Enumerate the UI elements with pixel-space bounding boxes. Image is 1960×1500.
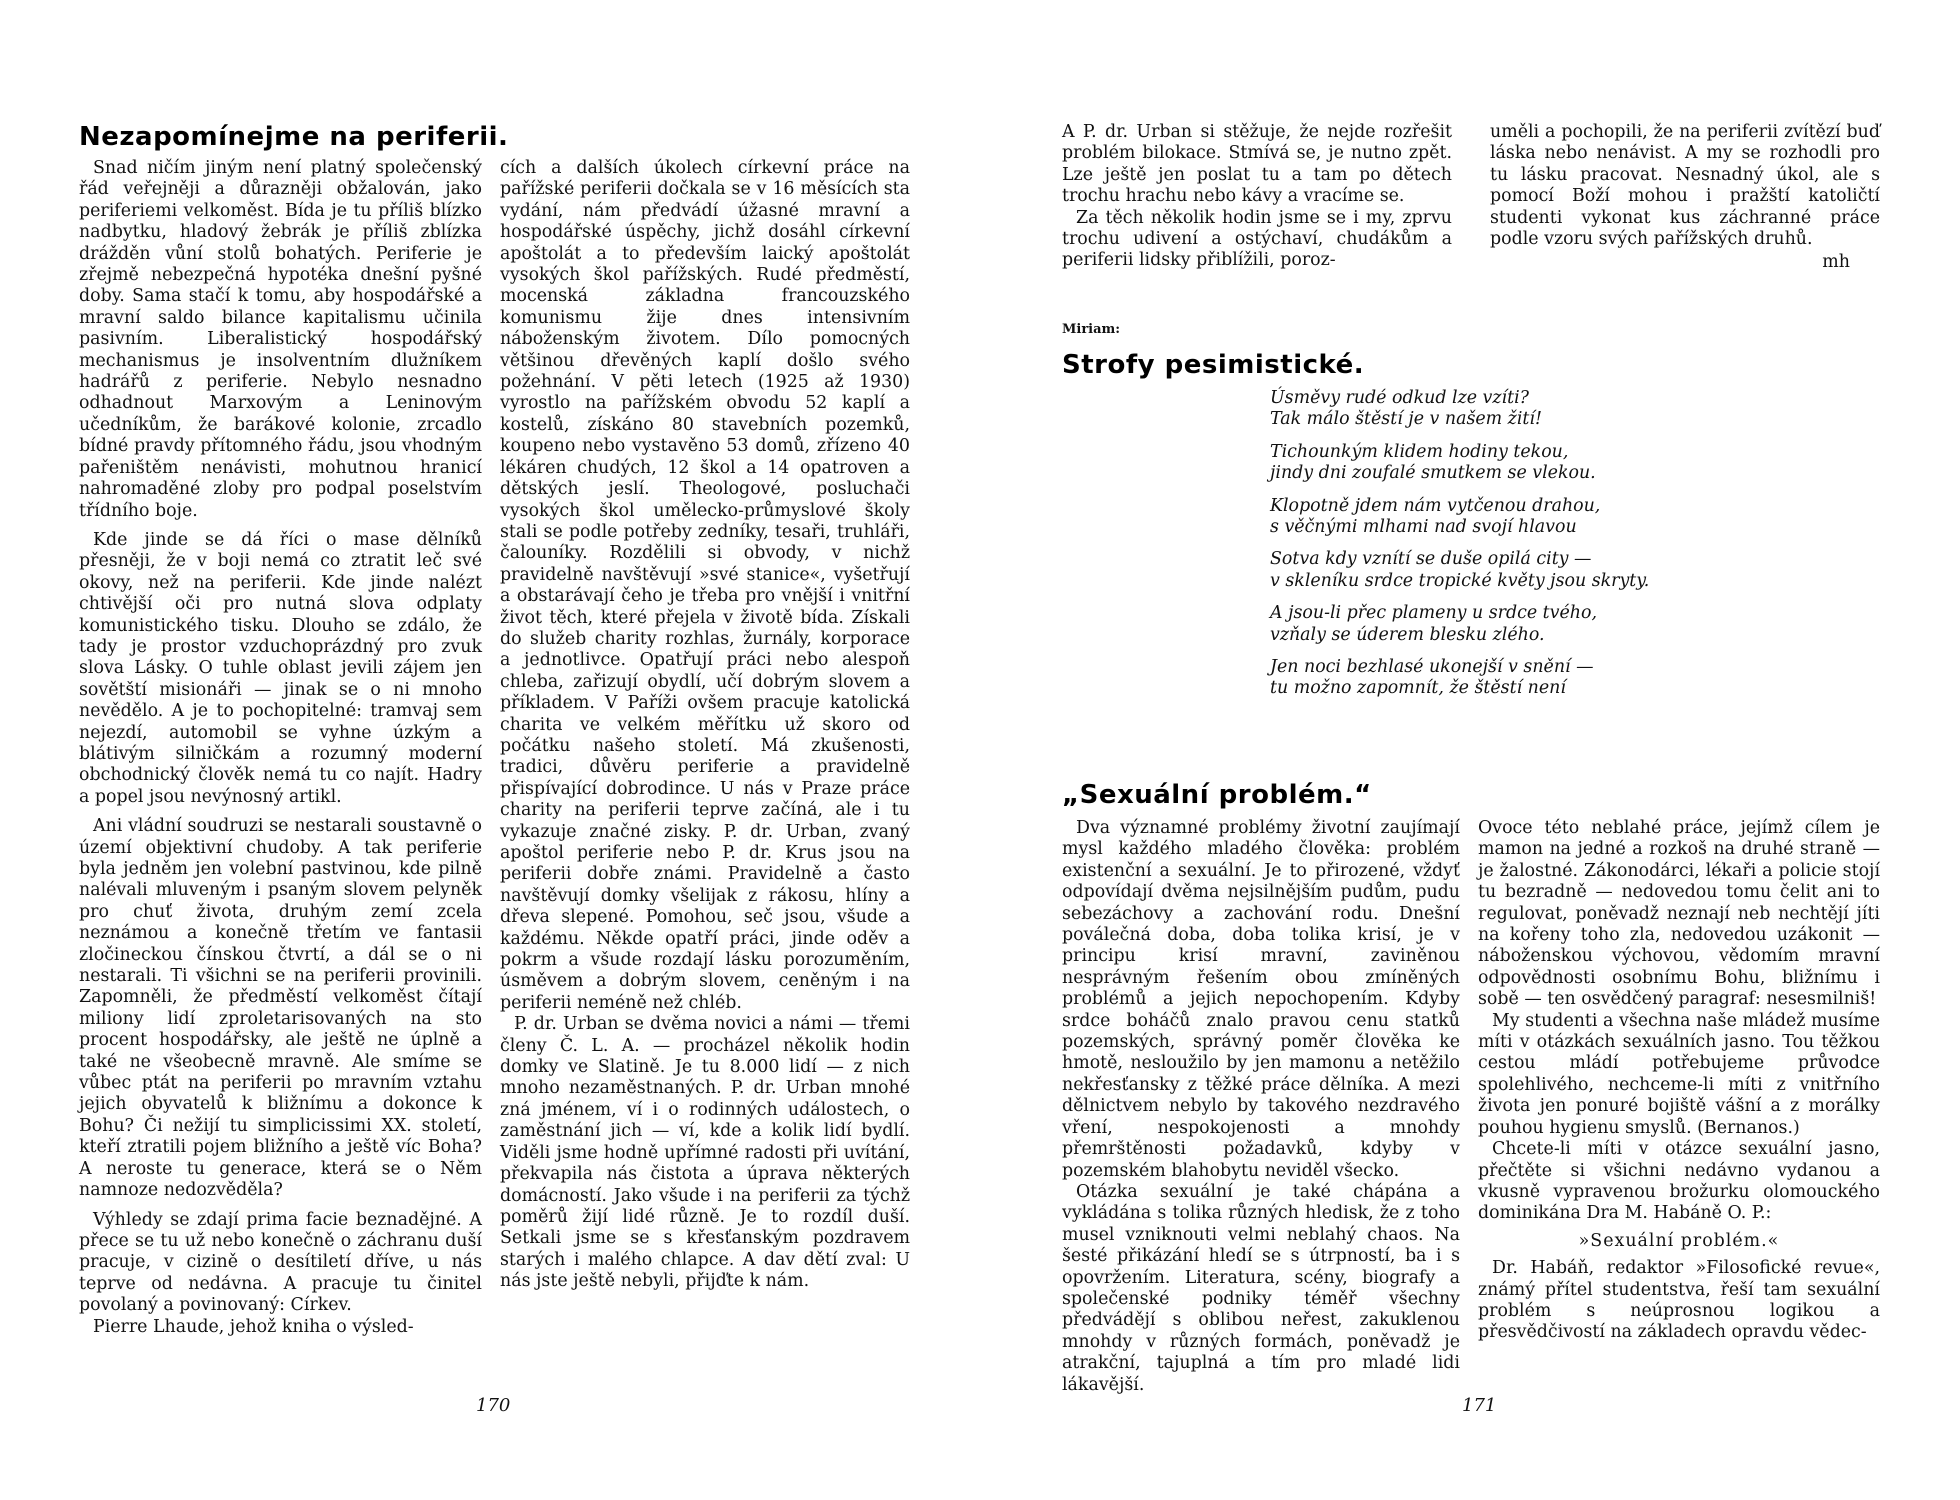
poem-line: v skleníku srdce tropické květy jsou skryty.: [1270, 570, 1650, 591]
paragraph: uměli a pochopili, že na periferii zvítězí buď láska nebo nenávist. A my se rozhodli pro tu lásku pracovat. Nesnadný úkol, ale s pomocí Boží mohou i pražští katoličtí studenti vykonat kus záchranné práce podle vzoru svých pařížských druhů.: [1490, 122, 1880, 250]
poem-line: tu možno zapomnít, že štěstí není: [1270, 678, 1566, 699]
paragraph: Otázka sexuální je také chápána a vykládána s tolika různých hledisk, že z toho musel vzniknouti velmi neblahý chaos. Na šesté přikázání hledí se s útrpností, ba i s opovržením. Literatura, scény, biografy a společenské podniky téměř všechny předvádějí s oblibou neřest, zakuklenou mnohdy v různých formách, poněvadž je atrakční, tajuplná a tím pro mladé lidi lákavější.: [1062, 1181, 1460, 1395]
poem-line: Klopotně jdem nám vytčenou drahou,: [1270, 495, 1601, 516]
right-column-1: [1062, 818, 1460, 1404]
article-title-periferie: Nezapomínejme na periferii.: [79, 122, 509, 152]
paragraph: cích a dalších úkolech církevní práce na pařížské periferii dočkala se v 16 měsících sta vydání, nám předvádí úžasné mravní a hospodářské úspěchy, jichž dosáhl církevní apoštolát a to především laický apoštolát vysokých škol pařížských. Rudé předměstí, mocenská základna francouzského komunismu žije dnes intensivním náboženským životem. Dílo pomocných většinou dřevěných kaplí došlo svého požehnání. V pěti letech (1925 až 1930) vyrostlo na pařížském obvodu 52 kaplí a kostelů, získáno 80 stavebních pozemků, koupeno nebo vystavěno 53 domů, zřízeno 40 lékáren chudých, 12 škol a 14 opatroven a dětských jeslí. Theologové, posluchači vysokých škol umělecko-průmyslové školy stali se podle potřeby zedníky, tesaři, truhláři, čalouníky. Rozdělili si obvody, v nichž pravidelně navštěvují »své stanice«, vyšetřují a obstarávají čeho je třeba pro vnější i vnitřní život těch, které přejela v životě bída. Získali do služeb charity rozhlas, žurnály, korporace a jednotlivce. Opatřují práci nebo alespoň chleba, zařizují obydlí, učí dobrým slovem a příkladem. V Paříži ovšem pracuje katolická charita ve velkém měřítku už skoro od počátku našeho století. Má zkušenosti, tradici, důvěru periferie a pravidelně přispívající dobrodince. U nás v Praze práce charity na periferii teprve začíná, ale i tu vykazuje značné zisky. P. dr. Urban, zvaný apoštol periferie nebo P. dr. Krus jsou na periferii dobře známi. Pravidelně a často navštěvují domky všelijak z rákosu, hlíny a dřeva slepené. Pomohou, seč jsou, všude a každému. Někde opatří práci, jinde oděv a pokrm a všude rozdají lásku porozuměním, úsměvem a dobrým slovem, ceněným i na periferii neméně než chléb.: [500, 158, 910, 1013]
signature: mh: [1822, 252, 1850, 273]
poem-stanza: [1270, 388, 1870, 431]
poem-line: Tak málo štěstí je v našem žití!: [1270, 409, 1542, 430]
left-column-1: [79, 158, 482, 1346]
poem-body: [1270, 388, 1870, 711]
paragraph: My studenti a všechna naše mládež musíme míti v otázkách sexuálních jasno. Tou těžkou cestou mládí potřebujeme průvodce spolehlivého, nechceme-li míti z vnitřního života jen ponuré bojiště vášní a z morálky pouhou hygienu smyslů. (Bernanos.): [1478, 1010, 1880, 1138]
paragraph: Pierre Lhaude, jehož kniha o výsled-: [93, 1316, 414, 1337]
right-top-column-1: [1062, 122, 1452, 280]
poem-author: Miriam:: [1062, 322, 1121, 337]
paragraph: Za těch několik hodin jsme se i my, zprvu trochu udivení a ostýchaví, chudákům a periferii lidsky přiblížili, poroz-: [1062, 207, 1452, 271]
poem-line: Jen noci bezhlasé ukonejší v snění —: [1270, 657, 1594, 678]
poem-line: jindy dni zoufalé smutkem se vlekou.: [1270, 463, 1596, 484]
poem-stanza: [1270, 496, 1870, 539]
page-number-left: 170: [476, 1395, 511, 1416]
poem-line: s věčnými mlhami nad svojí hlavou: [1270, 517, 1577, 538]
poem-stanza: [1270, 603, 1870, 646]
article-title-sexualni-problem: „Sexuální problém.“: [1062, 780, 1372, 810]
paragraph: A P. dr. Urban si stěžuje, že nejde rozřešit problém bilokace. Stmívá se, je nutno zpět. Lze ještě jen poslat tu a tam po dětech trochu hrachu nebo kávy a vracíme se.: [1062, 122, 1452, 207]
page-number-right: 171: [1462, 1395, 1497, 1416]
paragraph: Kde jinde se dá říci o mase dělníků přesněji, že v boji nemá co ztratit leč své okovy, než na periferii. Kde jinde nalézt chtivější oči pro nutná slova odplaty komunistického tisku. Dlouho se zdálo, že tady je prostor vzduchoprázdný pro zvuk slova Lásky. O tuhle oblast jevili zájem jen sovětští misionáři — jinak se o ni mnoho nevědělo. A je to pochopitelné: tramvaj sem nejezdí, automobil se vyhne úzkým a blátivým silničkám a rozumný moderní obchodnický člověk nemá tu co najít. Hadry a popel jsou nevýnosný artikl.: [79, 529, 482, 807]
paragraph: Dr. Habáň, redaktor »Filosofické revue«, známý přítel studentstva, řeší tam sexuální problém s neúprosnou logikou a přesvědčivostí na základech opravdu vědec-: [1478, 1258, 1880, 1343]
poem-stanza: [1270, 442, 1870, 485]
paragraph: Chcete-li míti v otázce sexuální jasno, přečtěte si všichni nedávno vydanou a vkusně vypravenou brožurku olomouckého dominikána Dra M. Habáně O. P.:: [1478, 1139, 1880, 1224]
book-title: »Sexuální problém.«: [1578, 1230, 1780, 1251]
poem-line: A jsou-li přec plameny u srdce tvého,: [1270, 603, 1597, 624]
poem-stanza: [1270, 657, 1870, 700]
paragraph: Snad ničím jiným není platný společenský řád veřejněji a důrazněji obžalován, jako periferiemi velkoměst. Bída je tu příliš blízko nadbytku, hladový žebrák je příliš zblízka drážděn vůní stolů bohatých. Periferie je zřejmě nebezpečná hypotéka dnešní pyšné doby. Sama stačí k tomu, aby hospodářské a mravní saldo bilance kapitalismu učinila pasivním. Liberalistický hospodářský mechanismus je insolventním dlužníkem hadrářů z periferie. Nebylo nesnadno odhadnout Marxovým a Leninovým učedníkům, že barákové kolonie, zrcadlo bídné pravdy přítomného řádu, jsou vhodným pařeništěm nenávisti, mohutnou hranicí nahromaděné zloby pro podpal poselstvím třídního boje.: [79, 158, 482, 521]
poem-line: Sotva kdy vznítí se duše opilá city —: [1270, 549, 1592, 570]
paragraph: Výhledy se zdají prima facie beznadějné. A přece se tu už nebo konečně o záchranu duší pracuje, v cizině o desítiletí dříve, u nás teprve od nedávna. A pracuje tu činitel povolaný a povinovaný: Církev.: [79, 1209, 482, 1316]
right-column-2: [1478, 818, 1880, 1352]
poem-stanza: [1270, 549, 1870, 592]
poem-line: vzňaly se úderem blesku zlého.: [1270, 624, 1545, 645]
left-column-2: [500, 158, 910, 1301]
paragraph: Dva významné problémy životní zaujímají mysl každého mladého člověka: problém existenční a sexuální. Je to přirozené, vždyť odpovídají dvěma nejsilnějším pudům, pudu sebezáchovy a zachování rodu. Dnešní poválečná doba, doba tolika krisí, je v principu krisí mravní, zaviněnou nesprávným řešením obou zmíněných problémů a jejich nepochopením. Kdyby srdce boháčů znalo pravou cenu statků pozemských, správný poměr člověka ke hmotě, nesloužilo by jen mamonu a netěžilo nekřesťansky z těžké práce dělníka. A mezi dělnictvem nebylo by takového nezdravého vření, nespokojenosti a mnohdy přemrštěnosti požadavků, kdyby v pozemském blahobytu neviděl všecko.: [1062, 818, 1460, 1181]
poem-title: Strofy pesimistické.: [1062, 350, 1365, 380]
paragraph: Ovoce této neblahé práce, jejímž cílem je mamon na jedné a rozkoš na druhé straně — je žalostné. Zákonodárci, lékaři a policie stojí tu bezradně — nedovedou tomu čelit ani to regulovat, poněvadž neznají neb nechtějí jíti na kořeny toho zla, nedovedou uzákonit — náboženskou výchovou, vědomím mravní odpovědnosti osobnímu Bohu, bližnímu i sobě — ten osvědčený paragraf: nesesmilniš!: [1478, 818, 1880, 1010]
paragraph: Ani vládní soudruzi se nestarali soustavně o území objektivní chudoby. A tak periferie byla jedněm jen volební pastvinou, kde pilně nalévali mluveným i psaným slovem pelyněk pro chuť života, druhým zemí zcela neznámou a konečně třetím ve fantasii zločineckou čínskou čtvrtí, a dál se o ni nestarali. Ti všichni se na periferii provinili. Zapomněli, že předměstí velkoměst čítají miliony lidí zproletarisovaných na sto procent hospodářsky, ale ještě ne úplně a také ne všeobecně mravně. Ale smíme se vůbec ptát na periferii po mravním vztahu jejich obyvatelů k bližnímu a dokonce k Bohu? Či nežijí tu simplicissimi XX. století, kteří ztratili pojem bližního a ještě víc Boha? A neroste tu generace, která se o Něm namnoze nedozvěděla?: [79, 816, 482, 1201]
poem-line: Tichounkým klidem hodiny tekou,: [1270, 441, 1569, 462]
right-top-column-2: [1490, 122, 1880, 282]
paragraph: P. dr. Urban se dvěma novici a námi — třemi členy Č. L. A. — procházel několik hodin domky ve Slatině. Je tu 8.000 lidí — z nich mnoho nezaměstnaných. P. dr. Urban mnohé zná jménem, ví i o rodinných událostech, o zaměstnání jich — ví, kde a kolik lidí bydlí. Viděli jsme hodně upřímné radosti při uvítání, překvapila nás čistota a úprava některých domácností. Jako všude i na periferii za týchž poměrů žijí lidé různě. Je to rozdíl duší. Setkali jsme se s křesťanským pozdravem starých i malého chlapce. A dav dětí zval: U nás jste ještě nebyli, přijďte k nám.: [500, 1014, 910, 1292]
poem-line: Úsměvy rudé odkud lze vzíti?: [1270, 388, 1529, 408]
